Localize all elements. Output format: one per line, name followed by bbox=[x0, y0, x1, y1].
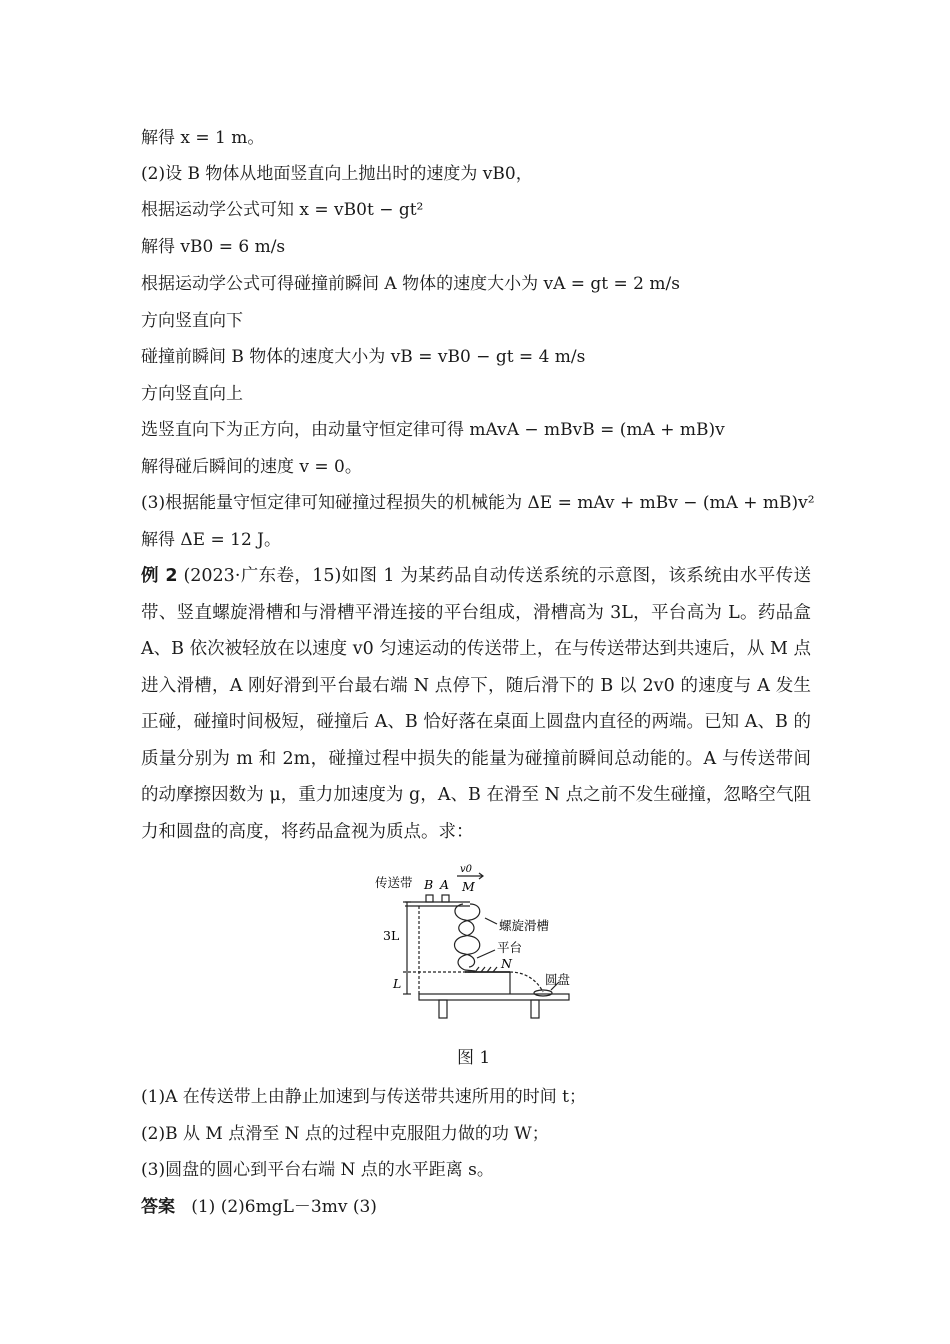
label-disk: 圆盘 bbox=[545, 972, 571, 987]
label-a: A bbox=[440, 877, 450, 892]
answer-label: 答案 bbox=[141, 1197, 175, 1217]
conveyor-system-figure bbox=[365, 854, 595, 1026]
solution-line: 碰撞前瞬间 B 物体的速度大小为 vB = vB0 − gt = 4 m/s bbox=[141, 347, 586, 367]
solution-line: 方向竖直向下 bbox=[141, 311, 243, 331]
label-conveyor: 传送带 bbox=[375, 875, 413, 890]
label-height-3l: 3L bbox=[383, 928, 400, 943]
table-leg bbox=[531, 1000, 539, 1018]
trajectory-path bbox=[510, 972, 543, 992]
disk bbox=[534, 990, 552, 996]
answer-text: (1) (2)6mgL－3mv (3) bbox=[191, 1197, 377, 1217]
box-a bbox=[442, 895, 449, 902]
solution-line: (3)根据能量守恒定律可知碰撞过程损失的机械能为 ΔE = mAv + mBv − (mA + mB)v² bbox=[141, 493, 815, 513]
figure-caption: 图 1 bbox=[457, 1048, 491, 1068]
table-leg bbox=[439, 1000, 447, 1018]
table-top bbox=[419, 994, 569, 1000]
solution-line: 根据运动学公式可得碰撞前瞬间 A 物体的速度大小为 vA = gt = 2 m/s bbox=[141, 274, 680, 294]
example-tag: 例 2 bbox=[141, 566, 178, 586]
solution-line: 方向竖直向上 bbox=[141, 384, 243, 404]
platform-pointer bbox=[477, 950, 495, 958]
solution-line: 解得 vB0 = 6 m/s bbox=[141, 237, 286, 257]
question-item: (2)B 从 M 点滑至 N 点的过程中克服阻力做的功 W； bbox=[141, 1124, 549, 1144]
spiral-chute-inner bbox=[455, 904, 475, 967]
example-problem bbox=[141, 558, 811, 850]
label-chute: 螺旋滑槽 bbox=[499, 918, 550, 933]
solution-line: 解得碰后瞬间的速度 v = 0。 bbox=[141, 457, 362, 477]
question-item: (3)圆盘的圆心到平台右端 N 点的水平距离 s。 bbox=[141, 1160, 494, 1180]
label-n: N bbox=[501, 956, 512, 971]
solution-line: 解得 x = 1 m。 bbox=[141, 128, 265, 148]
answer-line bbox=[141, 1196, 377, 1218]
example-text: (2023·广东卷，15)如图 1 为某药品自动传送系统的示意图，该系统由水平传送带、竖直螺旋滑槽和与滑槽平滑连接的平台组成，滑槽高为 3L，平台高为 L。药品盒 A、B 依次被轻放在以速度 v0 匀速运动的传送带上，在与传送带达到共速后，从 M 点进入滑槽，A 刚好滑到平台最右端 N 点停下，随后滑下的 B 以 2v0 的速度与 A 发生正碰，碰撞时间极短，碰撞后 A、B 恰好落在桌面上圆盘内直径的两端。已知 A、B 的质量分别为 m 和 2m，碰撞过程中损失的能量为碰撞前瞬间总动能的。A 与传送带间的动摩擦因数为 μ，重力加速度为 g，A、B 在滑至 N 点之前不发生碰撞，忽略空气阻力和圆盘的高度，将药品盒视为质点。求： bbox=[141, 566, 811, 842]
label-platform: 平台 bbox=[497, 940, 523, 955]
chute-pointer bbox=[485, 918, 497, 924]
solution-line: 选竖直向下为正方向，由动量守恒定律可得 mAvA − mBvB = (mA + mB)v bbox=[141, 420, 725, 440]
label-height-l: L bbox=[393, 976, 402, 991]
box-b bbox=[426, 895, 433, 902]
solution-line: 解得 ΔE = 12 J。 bbox=[141, 530, 281, 550]
label-m: M bbox=[462, 879, 475, 894]
question-item: (1)A 在传送带上由静止加速到与传送带共速所用的时间 t； bbox=[141, 1087, 586, 1107]
label-v0: v0 bbox=[460, 864, 473, 875]
label-b: B bbox=[424, 877, 434, 892]
solution-line: (2)设 B 物体从地面竖直向上抛出时的速度为 vB0， bbox=[141, 164, 533, 184]
solution-line: 根据运动学公式可知 x = vB0t − gt² bbox=[141, 200, 424, 220]
